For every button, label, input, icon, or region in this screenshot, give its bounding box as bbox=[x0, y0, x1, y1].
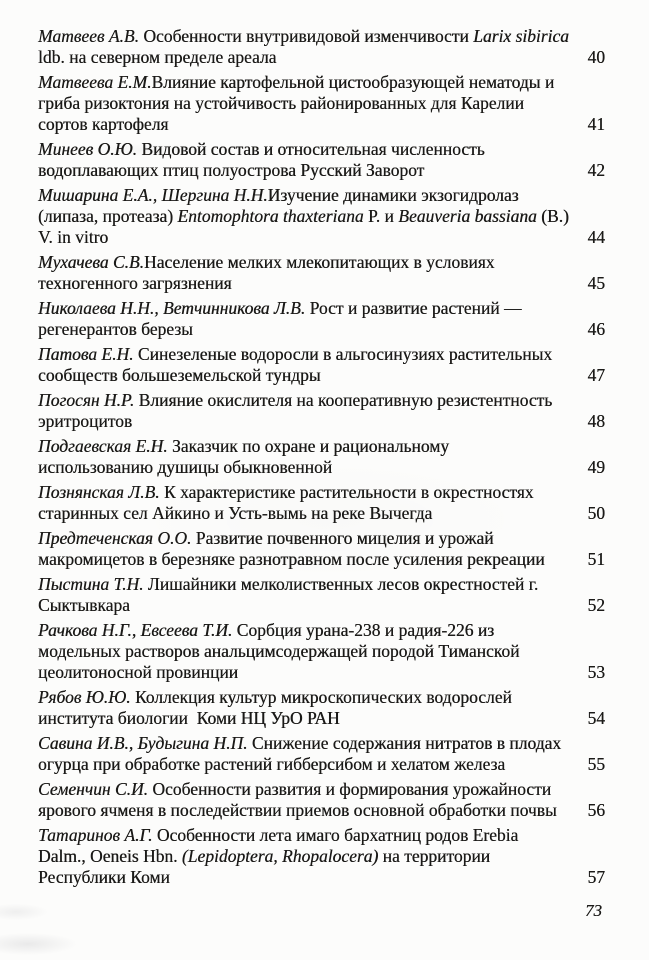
toc-entry-line bbox=[38, 319, 591, 340]
toc-entry-line bbox=[38, 779, 591, 800]
toc-entry-text: института биологии Коми НЦ УрО РАН bbox=[38, 708, 340, 728]
toc-entry bbox=[38, 72, 605, 135]
toc-entry bbox=[38, 344, 605, 386]
toc-entry-line bbox=[38, 436, 591, 457]
toc-entry-text: гриба ризоктония на устойчивость районированных для Карелии bbox=[38, 93, 524, 113]
toc-entry-text: регенерантов березы bbox=[38, 319, 193, 339]
toc-entry-line bbox=[38, 846, 591, 867]
toc-page-number: 40 bbox=[587, 47, 605, 67]
toc-page-number: 44 bbox=[587, 227, 605, 247]
toc-entry-text: Dalm., Oeneis Hbn. bbox=[38, 846, 182, 866]
toc-entry-authors: Познянская Л.В. bbox=[38, 482, 160, 502]
toc-entry-line bbox=[38, 549, 591, 570]
folio-page-number: 73 bbox=[585, 901, 602, 920]
toc-entry-authors: Пыстина Т.Н. bbox=[38, 574, 144, 594]
toc-list bbox=[38, 26, 605, 892]
toc-entry-text: водоплавающих птиц полуострова Русский Заворот bbox=[38, 160, 425, 180]
toc-entry-line bbox=[38, 867, 591, 888]
toc-entry-text: Beauveria bassiana bbox=[398, 206, 537, 226]
toc-entry-line bbox=[38, 390, 591, 411]
toc-page-number: 50 bbox=[587, 503, 605, 523]
toc-entry-line bbox=[38, 457, 591, 478]
toc-entry-line bbox=[38, 185, 591, 206]
toc-entry-text: Влияние окислителя на кооперативную резистентность bbox=[134, 390, 553, 410]
toc-entry-authors: Рябов Ю.Ю. bbox=[38, 687, 131, 707]
toc-entry-line bbox=[38, 298, 591, 319]
toc-entry-line bbox=[38, 687, 591, 708]
toc-entry-text: V. in vitro bbox=[38, 227, 109, 247]
toc-entry-line bbox=[38, 482, 591, 503]
toc-entry-text: Сыктывкара bbox=[38, 595, 130, 615]
toc-entry-text: Entomophtora thaxteriana bbox=[177, 206, 364, 226]
toc-entry-text: эритроцитов bbox=[38, 411, 133, 431]
toc-entry-text: Лишайники мелколиственных лесов окрестностей г. bbox=[143, 574, 539, 594]
toc-entry-text: Развитие почвенного мицелия и урожай bbox=[191, 528, 494, 548]
toc-entry-authors: Патова Е.Н. bbox=[38, 344, 134, 364]
toc-entry-line bbox=[38, 411, 591, 432]
toc-entry-line bbox=[38, 662, 591, 683]
toc-entry-text: Особенности внутривидовой изменчивости bbox=[138, 26, 474, 46]
toc-entry-line bbox=[38, 800, 591, 821]
toc-entry-line bbox=[38, 733, 591, 754]
toc-page-number: 56 bbox=[587, 800, 605, 820]
toc-page-number: 52 bbox=[587, 595, 605, 615]
toc-page-number: 57 bbox=[587, 867, 605, 887]
toc-entry-text: P. и bbox=[363, 206, 399, 226]
toc-entry-line bbox=[38, 344, 591, 365]
toc-entry-text: старинных сел Айкино и Усть-вымь на реке Вычегда bbox=[38, 503, 433, 523]
toc-entry-authors: Семенчин С.И. bbox=[38, 779, 148, 799]
toc-entry-authors: Предтеченская О.О. bbox=[38, 528, 192, 548]
toc-entry-text: (B.) bbox=[536, 206, 569, 226]
toc-entry bbox=[38, 687, 605, 729]
toc-entry-text: сообществ большеземельской тундры bbox=[38, 365, 321, 385]
toc-entry-authors: Подгаевская Е.Н. bbox=[38, 436, 168, 456]
toc-page-number: 42 bbox=[587, 160, 605, 180]
toc-page-number: 51 bbox=[587, 549, 605, 569]
toc-entry bbox=[38, 482, 605, 524]
toc-entry bbox=[38, 779, 605, 821]
toc-entry-line bbox=[38, 595, 591, 616]
toc-entry-text: Влияние картофельной цистообразующей нематоды и bbox=[151, 72, 555, 92]
toc-entry-text: Заказчик по охране и рациональному bbox=[167, 436, 450, 456]
toc-entry bbox=[38, 733, 605, 775]
toc-entry-line bbox=[38, 26, 591, 47]
toc-entry-text: Население мелких млекопитающих в условиях bbox=[144, 252, 495, 272]
toc-entry-text: использованию душицы обыкновенной bbox=[38, 457, 333, 477]
toc-entry-line bbox=[38, 139, 591, 160]
toc-entry-authors: Савина И.В., Будыгина Н.П. bbox=[38, 733, 248, 753]
toc-entry-text: К характеристике растительности в окрестностях bbox=[159, 482, 534, 502]
toc-entry-line bbox=[38, 825, 591, 846]
toc-entry-line bbox=[38, 708, 591, 729]
toc-entry-text: Особенности лета имаго бархатниц родов Erebia bbox=[152, 825, 519, 845]
toc-entry-text: огурца при обработке растений гибберсибом и хелатом железа bbox=[38, 754, 506, 774]
toc-entry-text: (Lepidoptera, Rhopalocera) bbox=[181, 846, 379, 866]
toc-entry-text: Larix sibirica bbox=[473, 26, 569, 46]
toc-entry bbox=[38, 528, 605, 570]
toc-entry bbox=[38, 620, 605, 683]
toc-entry-text: Рост и развитие растений — bbox=[305, 298, 522, 318]
toc-entry bbox=[38, 390, 605, 432]
toc-entry-line bbox=[38, 528, 591, 549]
toc-entry-text: (липаза, протеаза) bbox=[38, 206, 178, 226]
toc-entry-text: Видовой состав и относительная численность bbox=[136, 139, 485, 159]
toc-entry-text: Снижение содержания нитратов в плодах bbox=[247, 733, 562, 753]
toc-entry-line bbox=[38, 47, 591, 68]
toc-page-number: 45 bbox=[587, 273, 605, 293]
toc-entry-text: макромицетов в березняке разнотравном после усиления рекреации bbox=[38, 549, 545, 569]
toc-entry-text: модельных растворов анальцимсодержащей породой Тиманской bbox=[38, 641, 520, 661]
toc-entry bbox=[38, 26, 605, 68]
toc-page-number: 47 bbox=[587, 365, 605, 385]
toc-entry-text: Сорбция урана-238 и радия-226 из bbox=[232, 620, 495, 640]
toc-entry-line bbox=[38, 754, 591, 775]
toc-entry-authors: Погосян Н.Р. bbox=[38, 390, 135, 410]
toc-entry bbox=[38, 185, 605, 248]
toc-entry-text: Республики Коми bbox=[38, 867, 170, 887]
toc-entry-authors: Татаринов А.Г. bbox=[38, 825, 153, 845]
toc-page-number: 46 bbox=[587, 319, 605, 339]
toc-entry-line bbox=[38, 72, 591, 93]
toc-entry-line bbox=[38, 114, 591, 135]
toc-entry-authors: Минеев О.Ю. bbox=[38, 139, 137, 159]
toc-entry-text: Особенности развития и формирования урожайности bbox=[147, 779, 552, 799]
toc-entry bbox=[38, 436, 605, 478]
toc-entry-line bbox=[38, 503, 591, 524]
toc-entry-authors: Матвеева Е.М. bbox=[38, 72, 152, 92]
toc-entry-text: техногенного загрязнения bbox=[38, 273, 232, 293]
toc-entry-line bbox=[38, 574, 591, 595]
toc-entry bbox=[38, 825, 605, 888]
toc-entry-text: Синезеленые водоросли в альгосинузиях растительных bbox=[133, 344, 553, 364]
toc-entry-authors: Матвеев А.В. bbox=[38, 26, 139, 46]
toc-entry-line bbox=[38, 206, 591, 227]
toc-entry bbox=[38, 574, 605, 616]
toc-entry-text: на территории bbox=[378, 846, 491, 866]
toc-entry-line bbox=[38, 365, 591, 386]
toc-entry-text: сортов картофеля bbox=[38, 114, 169, 134]
toc-entry bbox=[38, 252, 605, 294]
toc-entry-text: ярового ячменя в последействии приемов основной обработки почвы bbox=[38, 800, 557, 820]
toc-page-number: 41 bbox=[587, 114, 605, 134]
toc-page-number: 49 bbox=[587, 457, 605, 477]
toc-entry-text: цеолитоносной провинции bbox=[38, 662, 239, 682]
toc-entry-line bbox=[38, 227, 591, 248]
toc-entry-line bbox=[38, 160, 591, 181]
toc-entry-authors: Мишарина Е.А., Шергина Н.Н. bbox=[38, 185, 268, 205]
toc-page-number: 54 bbox=[587, 708, 605, 728]
toc-entry-line bbox=[38, 93, 591, 114]
toc-entry-text: ldb. на северном пределе ареала bbox=[38, 47, 277, 67]
toc-page-number: 48 bbox=[587, 411, 605, 431]
toc-page-number: 55 bbox=[587, 754, 605, 774]
toc-entry bbox=[38, 139, 605, 181]
toc-entry-authors: Мухачева С.В. bbox=[38, 252, 144, 272]
toc-entry-line bbox=[38, 273, 591, 294]
toc-entry-text: Коллекция культур микроскопических водорослей bbox=[130, 687, 512, 707]
toc-entry-line bbox=[38, 620, 591, 641]
toc-entry-line bbox=[38, 641, 591, 662]
toc-entry-authors: Николаева Н.Н., Ветчинникова Л.В. bbox=[38, 298, 306, 318]
toc-entry-line bbox=[38, 252, 591, 273]
toc-entry-authors: Рачкова Н.Г., Евсеева Т.И. bbox=[38, 620, 233, 640]
toc-entry bbox=[38, 298, 605, 340]
toc-entry-text: Изучение динамики экзогидролаз bbox=[267, 185, 519, 205]
toc-page-number: 53 bbox=[587, 662, 605, 682]
